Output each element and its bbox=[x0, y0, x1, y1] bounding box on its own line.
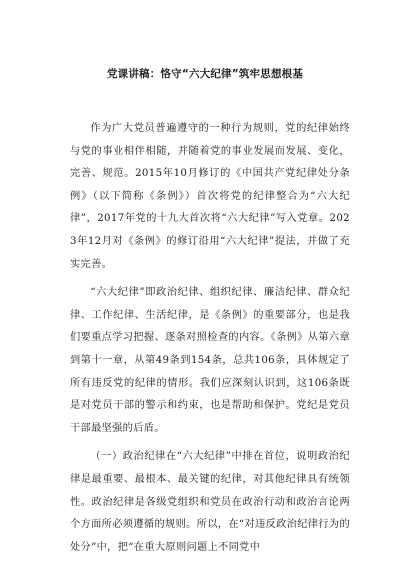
paragraph-intro: 作为广大党员普遍遵守的一种行为规则，党的纪律始终与党的事业相伴相随，并随着党的事业发展而发展、变化，完善、规范。2015年10月修订的《中国共产党纪律处分条例》（以下简称《条例》）首次将党的纪律整合为“六大纪律”，2017年党的十九大首次将“六大纪律”写入党章。2023年12月对《条例》的修订沿用“六大纪律”提法，并做了充实完善。 bbox=[70, 123, 350, 270]
document-title: 党课讲稿：恪守“六大纪律”筑牢思想根基 bbox=[106, 68, 304, 80]
paragraph-political-discipline: （一）政治纪律在“六大纪律”中排在首位，说明政治纪律是最重要、最根本、最关键的纪律，对其他纪律具有统领性。政治纪律是各级党组织和党员在政治行动和政治言论两个方面所必须遵循的规则。所以，在“对违反政治纪律行为的处分”中，把“在重大原则问题上不同党中 bbox=[70, 451, 350, 553]
paragraph-six-disciplines: “六大纪律”即政治纪律、组织纪律、廉洁纪律、群众纪律、工作纪律、生活纪律，是《条例》的重要部分，也是我们要重点学习把握、逐条对照检查的内容。《条例》从第六章到第十一章，从第49条到154条，总共106条，具体规定了所有违反党的纪律的情形。我们应深刻认识到，这106条既是对党员干部的警示和约束，也是帮助和保护。党纪是党员干部最坚强的后盾。 bbox=[70, 287, 350, 434]
document-body bbox=[70, 118, 350, 565]
